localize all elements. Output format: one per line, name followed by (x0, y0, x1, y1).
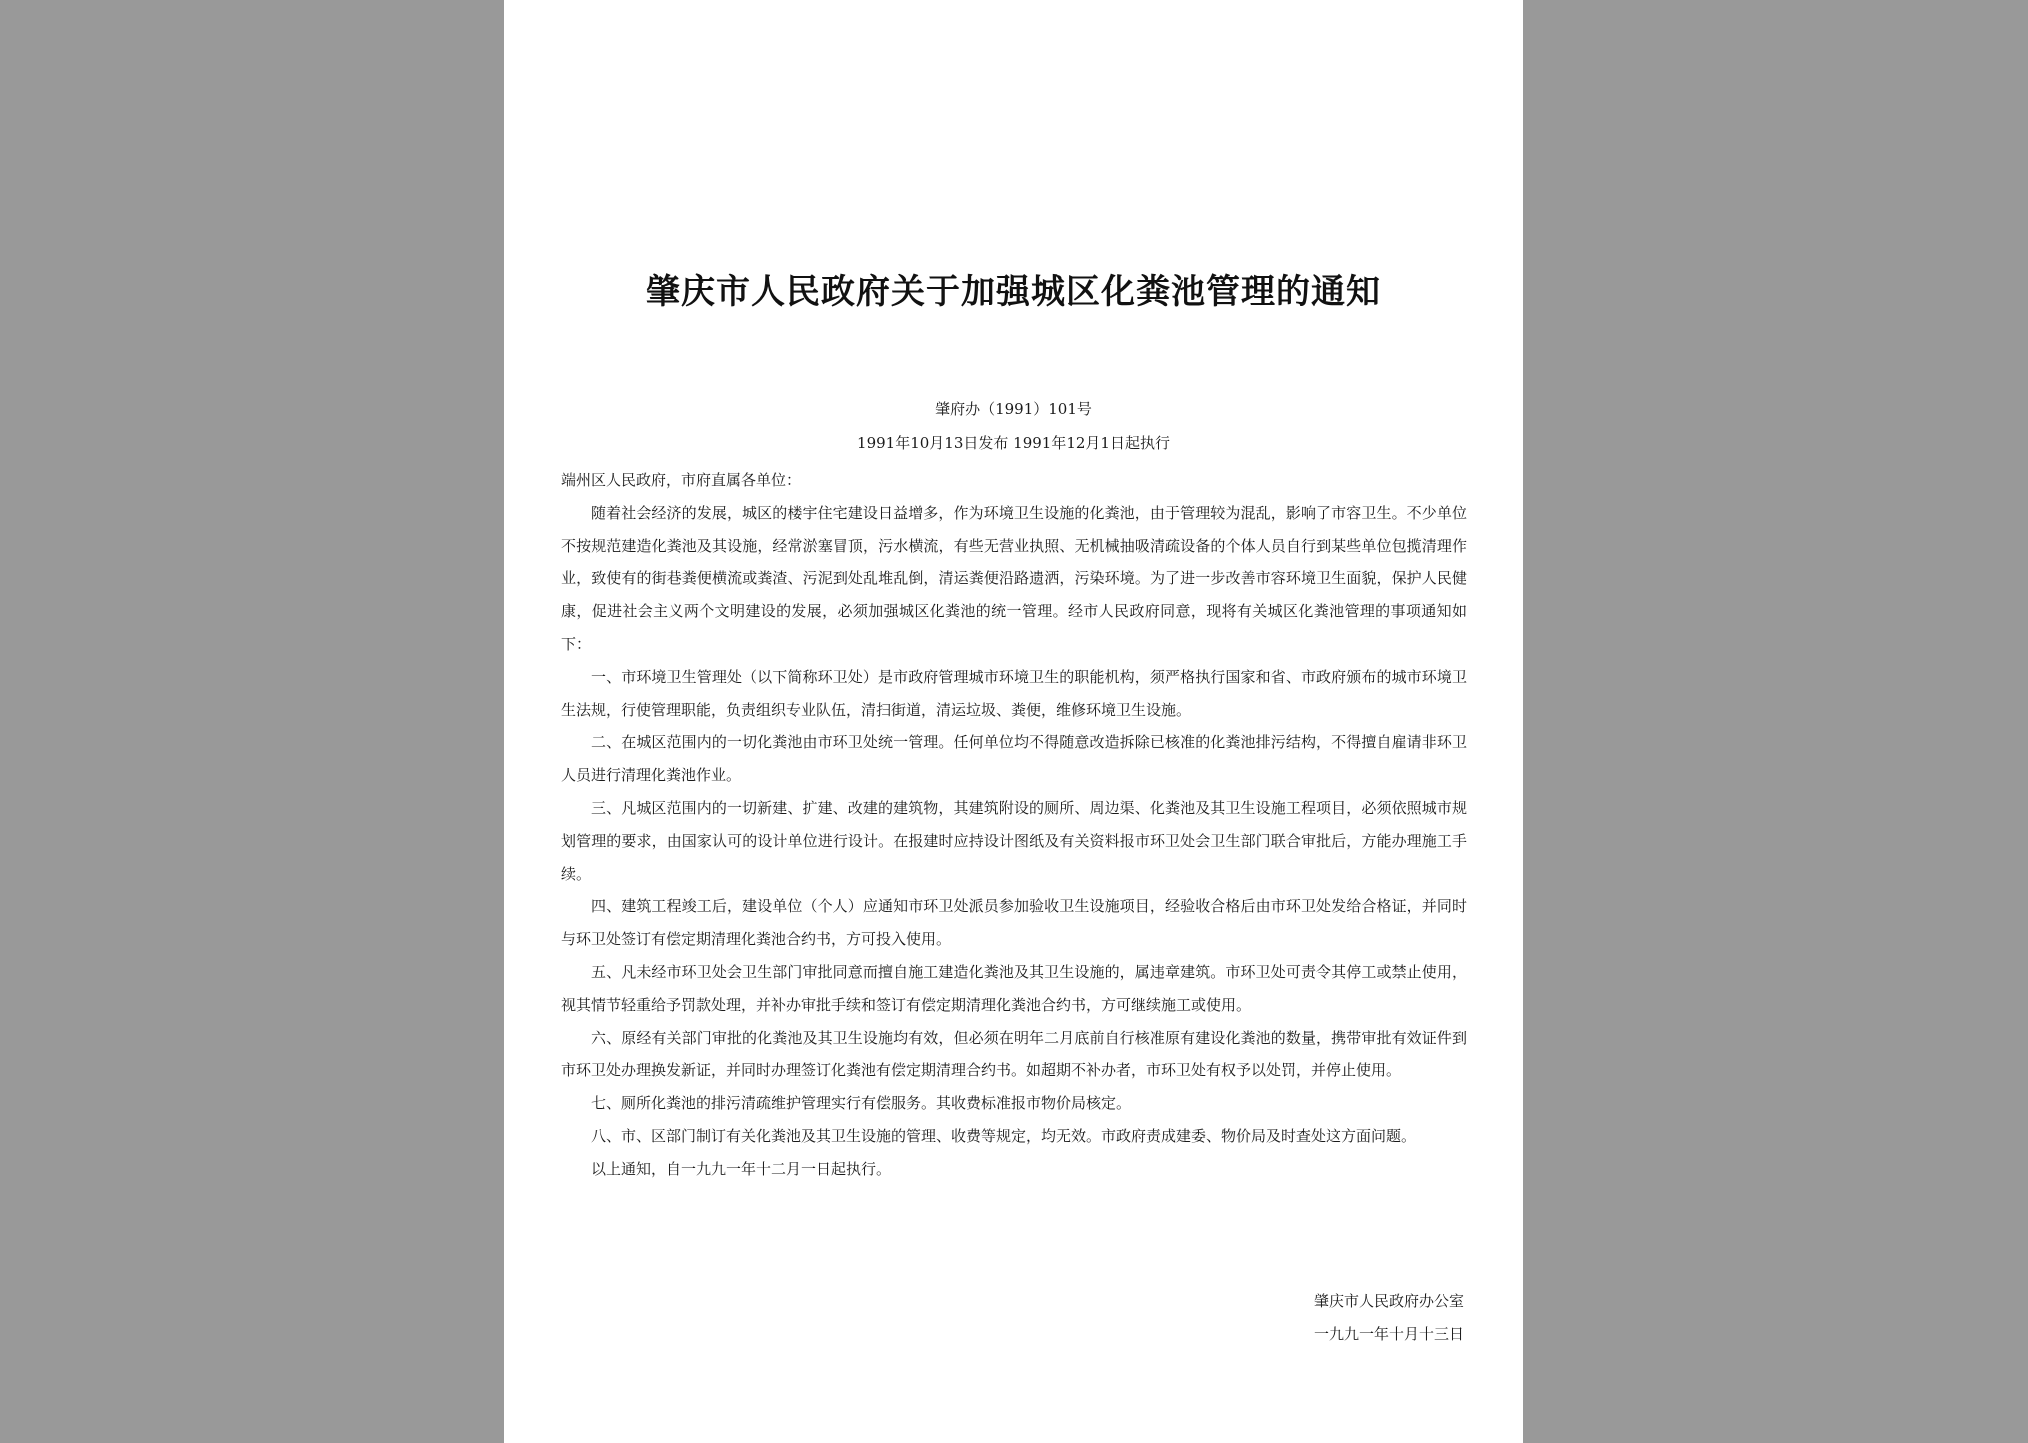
paragraph-closing: 以上通知，自一九九一年十二月一日起执行。 (591, 1159, 892, 1178)
sign-date: 一九九一年十月十三日 (1313, 1325, 1464, 1343)
paragraph-item-5: 五、凡未经市环卫处会卫生部门审批同意而擅自施工建造化粪池及其卫生设施的，属违章建筑。市环卫处可责令其停工或禁止使用，视其情节轻重给予罚款处理，并补办审批手续和签订有偿定期清理化粪池合约书，方可继续施工或使用。 (561, 962, 1467, 1014)
document-body (561, 464, 1467, 1186)
document-dates: 1991年10月13日发布 1991年12月1日起执行 (857, 434, 1170, 452)
signoff-block (1314, 1285, 1464, 1351)
paragraph-item-2: 二、在城区范围内的一切化粪池由市环卫处统一管理。任何单位均不得随意改造拆除已核准的化粪池排污结构，不得擅自雇请非环卫人员进行清理化粪池作业。 (561, 733, 1467, 785)
document-title: 肇庆市人民政府关于加强城区化粪池管理的通知 (646, 272, 1381, 312)
paragraph-item-7: 七、厕所化粪池的排污清疏维护管理实行有偿服务。其收费标准报市物价局核定。 (591, 1094, 1132, 1113)
salutation: 端州区人民政府，市府直属各单位： (561, 471, 802, 489)
paragraph-intro: 随着社会经济的发展，城区的楼宇住宅建设日益增多，作为环境卫生设施的化粪池，由于管理较为混乱，影响了市容卫生。不少单位不按规范建造化粪池及其设施，经常淤塞冒顶，污水横流，有些无营业执照、无机械抽吸清疏设备的个体人员自行到某些单位包揽清理作业，致使有的街巷粪便横流或粪渣、污泥到处乱堆乱倒，清运粪便沿路遗洒，污染环境。为了进一步改善市容环境卫生面貌，保护人民健康，促进社会主义两个文明建设的发展，必须加强城区化粪池的统一管理。经市人民政府同意，现将有关城区化粪池管理的事项通知如下： (561, 503, 1467, 653)
paragraph-item-6: 六、原经有关部门审批的化粪池及其卫生设施均有效，但必须在明年二月底前自行核准原有建设化粪池的数量，携带审批有效证件到市环卫处办理换发新证，并同时办理签订化粪池有偿定期清理合约书。如超期不补办者，市环卫处有权予以处罚，并停止使用。 (561, 1028, 1467, 1080)
issuer-name: 肇庆市人民政府办公室 (1313, 1292, 1464, 1310)
paragraph-item-1: 一、市环境卫生管理处（以下简称环卫处）是市政府管理城市环境卫生的职能机构，须严格执行国家和省、市政府颁布的城市环境卫生法规，行使管理职能，负责组织专业队伍，清扫街道，清运垃圾、粪便，维修环境卫生设施。 (561, 667, 1467, 719)
document-number: 肇府办（1991）101号 (935, 400, 1092, 418)
paragraph-item-4: 四、建筑工程竣工后，建设单位（个人）应通知市环卫处派员参加验收卫生设施项目，经验收合格后由市环卫处发给合格证，并同时与环卫处签订有偿定期清理化粪池合约书，方可投入使用。 (561, 897, 1467, 949)
paragraph-item-8: 八、市、区部门制订有关化粪池及其卫生设施的管理、收费等规定，均无效。市政府责成建委、物价局及时查处这方面问题。 (591, 1126, 1417, 1145)
document-page (504, 0, 1523, 1443)
paragraph-item-3: 三、凡城区范围内的一切新建、扩建、改建的建筑物，其建筑附设的厕所、周边渠、化粪池及其卫生设施工程项目，必须依照城市规划管理的要求，由国家认可的设计单位进行设计。在报建时应持设计图纸及有关资料报市环卫处会卫生部门联合审批后，方能办理施工手续。 (561, 798, 1467, 883)
